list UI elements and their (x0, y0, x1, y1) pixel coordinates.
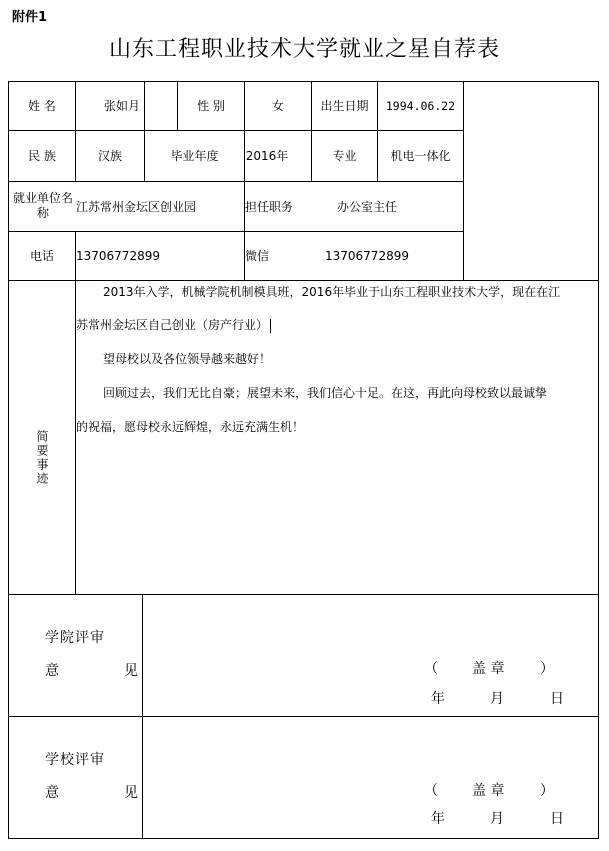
phone-label: 电话 (29, 249, 54, 263)
school-review-yi: 意 (45, 785, 60, 801)
employer-value: 江苏常州金坛区创业园 (76, 199, 197, 214)
birth-value: 1994.06.22 (385, 99, 456, 113)
table-border-bottom (8, 838, 599, 839)
deeds-line: 的祝福，愿母校永远辉煌，永远充满生机！ (76, 420, 305, 434)
col-divider (142, 594, 143, 838)
school-seal-open: （ (424, 783, 438, 799)
school-seal-text: 盖 章 (472, 783, 505, 799)
position-value: 办公室主任 (336, 199, 397, 214)
col-divider (463, 81, 464, 280)
school-date-year: 年 (431, 811, 445, 827)
grad-year-value: 2016年 (245, 149, 289, 163)
ethnic-value: 汉族 (97, 149, 122, 163)
deeds-line: 2013年入学，机械学院机制模具班，2016年毕业于山东工程职业技术大学，现在在江 (103, 285, 561, 299)
wechat-value: 13706772899 (325, 249, 409, 263)
wechat-label: 微信 (245, 249, 270, 263)
deeds-text (76, 280, 598, 594)
row-divider (8, 716, 599, 717)
attachment-label: 附件1 (12, 10, 48, 25)
school-seal-close: ） (540, 783, 554, 799)
gender-label: 性 别 (197, 99, 225, 113)
school-date-month: 月 (490, 811, 504, 827)
name-value: 张如月 (103, 99, 140, 113)
birth-label: 出生日期 (320, 99, 369, 113)
school-review-jian: 见 (124, 785, 139, 801)
table-border-right (598, 81, 599, 839)
college-date-day: 日 (550, 691, 564, 707)
school-review-label: 学校评审 (45, 752, 105, 768)
deeds-label: 简要事迹 (35, 430, 49, 486)
deeds-line: 望母校以及各位领导越来越好！ (103, 352, 272, 366)
college-date-year: 年 (431, 691, 445, 707)
text-cursor (270, 319, 271, 333)
ethnic-label: 民 族 (28, 149, 56, 163)
deeds-line: 苏常州金坛区自己创业（房产行业） (76, 316, 596, 333)
row-divider (8, 594, 599, 595)
gender-value: 女 (271, 99, 284, 113)
deeds-line: 回顾过去，我们无比自豪；展望未来，我们信心十足。在这，再此向母校致以最诚挚 (103, 386, 548, 400)
grad-year-label: 毕业年度 (170, 149, 219, 163)
name-label: 姓 名 (28, 99, 56, 113)
position-label: 担任职务 (245, 199, 294, 214)
college-seal-open: （ (424, 661, 438, 677)
form-title: 山东工程职业技术大学就业之星自荐表 (108, 37, 500, 62)
college-date-month: 月 (490, 691, 504, 707)
college-review-label: 学院评审 (45, 630, 105, 646)
major-label: 专业 (332, 149, 357, 163)
college-seal-text: 盖 章 (472, 661, 505, 677)
college-seal-close: ） (540, 661, 554, 677)
major-value: 机电一体化 (390, 149, 451, 163)
school-date-day: 日 (550, 811, 564, 827)
college-review-yi: 意 (45, 663, 60, 679)
phone-value: 13706772899 (76, 249, 160, 263)
college-review-jian: 见 (124, 663, 139, 679)
employer-label: 就业单位名称 (12, 191, 73, 220)
